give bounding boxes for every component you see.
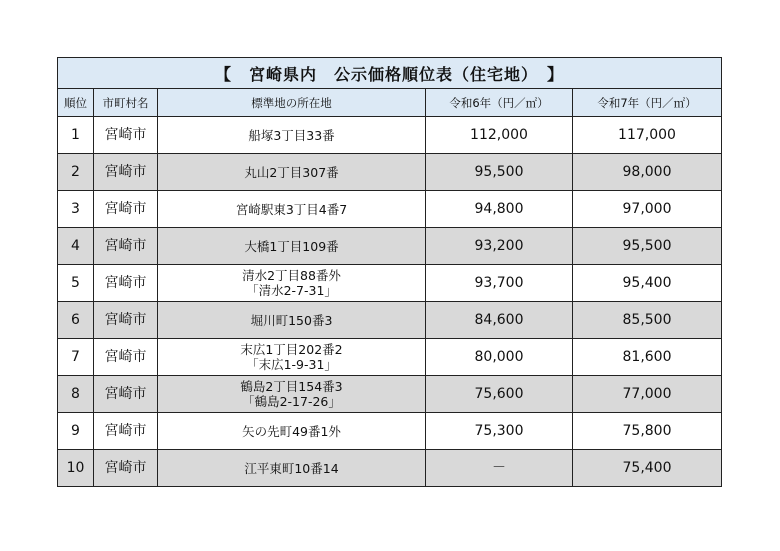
- price-r7-cell: 95,400: [573, 265, 722, 302]
- price-r6-cell: 80,000: [426, 339, 573, 376]
- city-cell: 宮崎市: [94, 339, 158, 376]
- city-cell: 宮崎市: [94, 228, 158, 265]
- rank-cell: 2: [58, 154, 94, 191]
- city-cell: 宮崎市: [94, 154, 158, 191]
- table-body: [58, 117, 722, 487]
- header-address: 標準地の所在地: [158, 89, 426, 117]
- price-r6-cell: 94,800: [426, 191, 573, 228]
- address-cell: [158, 376, 426, 413]
- table-row: [58, 376, 722, 413]
- price-r6-cell: 75,300: [426, 413, 573, 450]
- address-line: 鶴島2丁目154番3: [240, 379, 343, 394]
- price-r7-cell: 98,000: [573, 154, 722, 191]
- price-ranking-sheet: [57, 57, 721, 487]
- table-row: [58, 450, 722, 487]
- address-line: 宮崎駅東3丁目4番7: [235, 201, 348, 217]
- header-rank: 順位: [58, 89, 94, 117]
- address-cell: [158, 413, 426, 450]
- city-cell: 宮崎市: [94, 413, 158, 450]
- table-row: [58, 228, 722, 265]
- table-row: [58, 339, 722, 376]
- table-row: [58, 191, 722, 228]
- price-r7-cell: 77,000: [573, 376, 722, 413]
- address-line: 「清水2-7-31」: [246, 283, 337, 298]
- city-cell: 宮崎市: [94, 376, 158, 413]
- address-line: 江平東町10番14: [244, 460, 339, 476]
- city-cell: 宮崎市: [94, 450, 158, 487]
- table-row: [58, 265, 722, 302]
- price-r6-cell: 112,000: [426, 117, 573, 154]
- rank-cell: 7: [58, 339, 94, 376]
- city-cell: 宮崎市: [94, 265, 158, 302]
- header-row: [58, 89, 722, 117]
- table-row: [58, 117, 722, 154]
- table-row: [58, 154, 722, 191]
- address-line: 清水2丁目88番外: [242, 268, 341, 283]
- address-cell: [158, 302, 426, 339]
- price-ranking-table: [57, 57, 722, 487]
- rank-cell: 8: [58, 376, 94, 413]
- address-line: 矢の先町49番1外: [242, 423, 341, 439]
- price-r6-cell: 95,500: [426, 154, 573, 191]
- city-cell: 宮崎市: [94, 302, 158, 339]
- table-row: [58, 302, 722, 339]
- price-r6-cell: 93,200: [426, 228, 573, 265]
- address-line: 末広1丁目202番2: [240, 342, 343, 357]
- city-cell: 宮崎市: [94, 191, 158, 228]
- header-price-r6: 令和6年（円／㎡）: [426, 89, 573, 117]
- price-r6-cell: 93,700: [426, 265, 573, 302]
- price-r7-cell: 81,600: [573, 339, 722, 376]
- rank-cell: 1: [58, 117, 94, 154]
- price-r7-cell: 97,000: [573, 191, 722, 228]
- address-cell: [158, 228, 426, 265]
- address-line: 丸山2丁目307番: [244, 164, 339, 180]
- address-cell: [158, 154, 426, 191]
- rank-cell: 5: [58, 265, 94, 302]
- rank-cell: 10: [58, 450, 94, 487]
- rank-cell: 6: [58, 302, 94, 339]
- price-r6-cell: －: [426, 450, 573, 487]
- price-r7-cell: 75,400: [573, 450, 722, 487]
- price-r7-cell: 75,800: [573, 413, 722, 450]
- price-r6-cell: 75,600: [426, 376, 573, 413]
- price-r7-cell: 117,000: [573, 117, 722, 154]
- address-cell: [158, 265, 426, 302]
- address-line: 堀川町150番3: [250, 312, 333, 328]
- address-line: 大橋1丁目109番: [244, 238, 339, 254]
- address-cell: [158, 339, 426, 376]
- price-r6-cell: 84,600: [426, 302, 573, 339]
- address-cell: [158, 450, 426, 487]
- title-row: [58, 58, 722, 89]
- price-r7-cell: 85,500: [573, 302, 722, 339]
- price-r7-cell: 95,500: [573, 228, 722, 265]
- address-cell: [158, 117, 426, 154]
- table-row: [58, 413, 722, 450]
- table-title: 【 宮崎県内 公示価格順位表（住宅地） 】: [58, 58, 722, 89]
- city-cell: 宮崎市: [94, 117, 158, 154]
- header-price-r7: 令和7年（円／㎡）: [573, 89, 722, 117]
- rank-cell: 3: [58, 191, 94, 228]
- address-line: 「鶴島2-17-26」: [242, 394, 341, 409]
- header-city: 市町村名: [94, 89, 158, 117]
- address-line: 「末広1-9-31」: [246, 357, 337, 372]
- address-line: 船塚3丁目33番: [248, 127, 335, 143]
- address-cell: [158, 191, 426, 228]
- rank-cell: 9: [58, 413, 94, 450]
- rank-cell: 4: [58, 228, 94, 265]
